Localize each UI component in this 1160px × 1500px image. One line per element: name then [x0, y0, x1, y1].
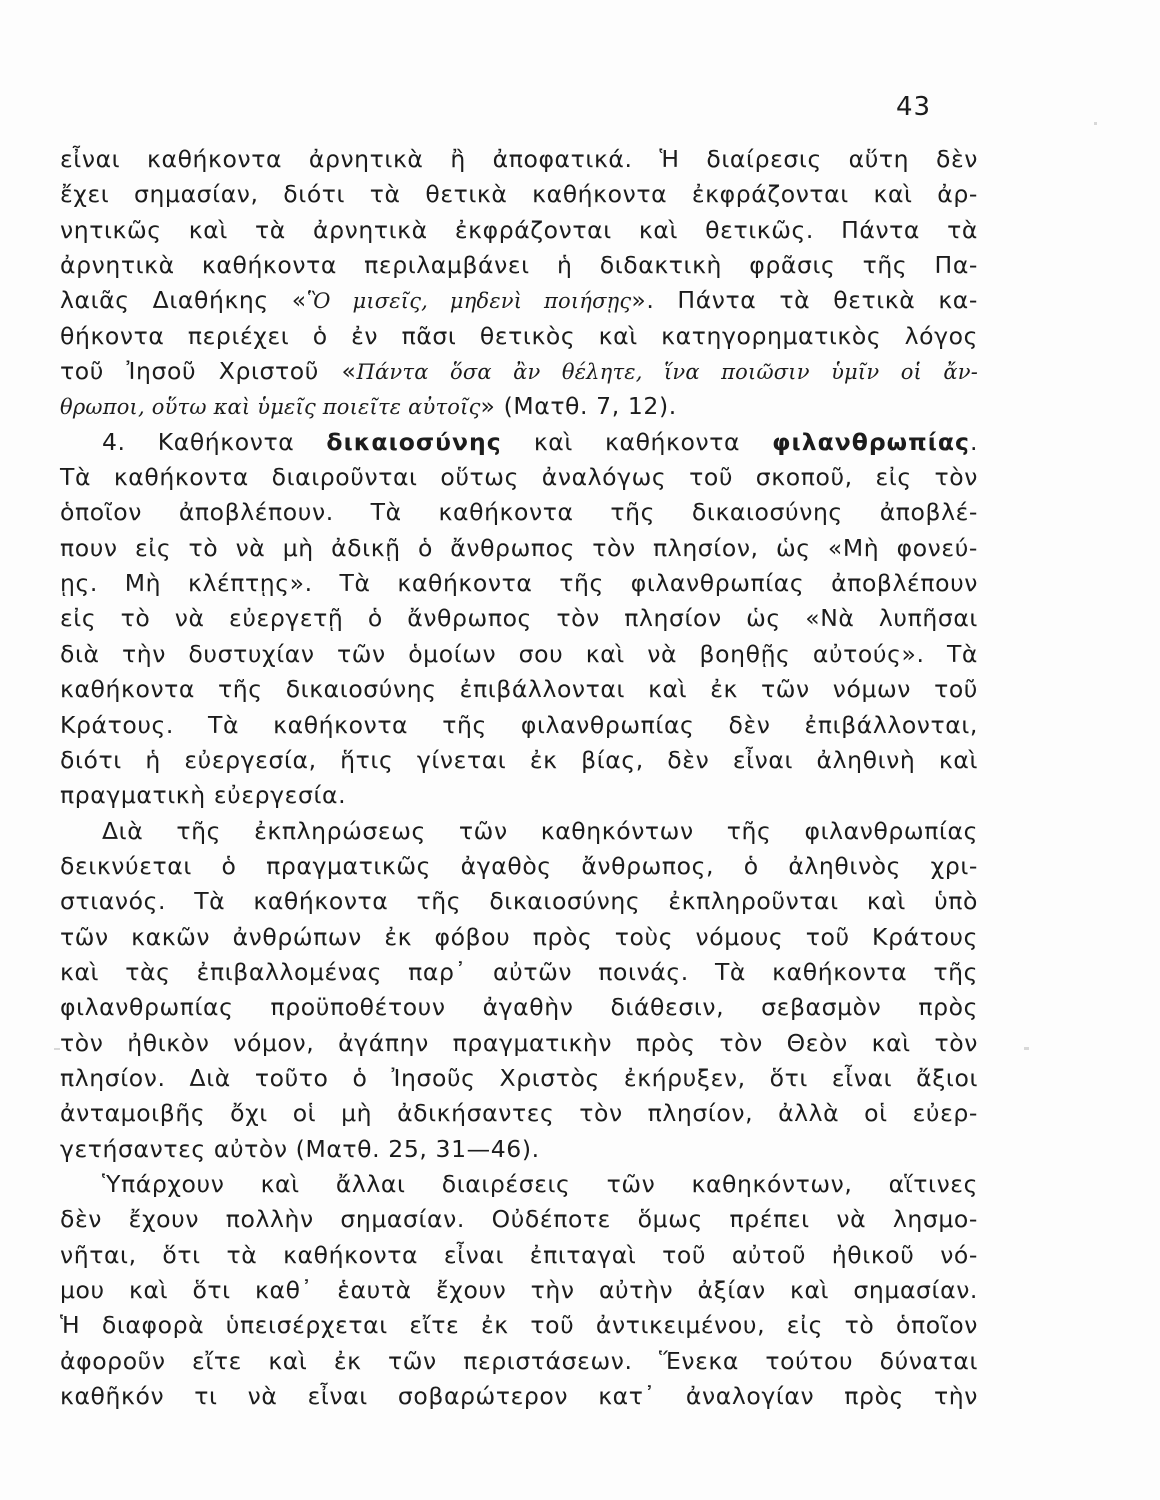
text-line — [60, 425, 978, 460]
text-segment: τοῦ Ἰησοῦ Χριστοῦ « — [60, 357, 357, 386]
text-line: πλησίον. Διὰ τοῦτο ὁ Ἰησοῦς Χριστὸς ἐκήρυξεν, ὅτι εἶναι ἄξιοι — [60, 1063, 978, 1092]
text-line: τὸν ἠθικὸν νόμον, ἀγάπην πραγματικὴν πρὸς τὸν Θεὸν καὶ τὸν — [60, 1028, 978, 1057]
text-line: εἶναι καθήκοντα ἀρνητικὰ ἢ ἀποφατικά. Ἡ διαίρεσις αὕτη δὲν — [60, 145, 978, 173]
text-segment: ». Πάντα τὰ θετικὰ κα- — [631, 286, 978, 315]
text-line: καὶ τὰς ἐπιβαλλομένας παρ᾽ αὐτῶν ποινάς. Τὰ καθήκοντα τῆς — [60, 957, 978, 986]
quotation: Ὃ μισεῖς, μηδενὶ ποιήσῃς — [306, 289, 632, 314]
text-line — [60, 283, 978, 318]
text-segment: » (Ματθ. 7, 12). — [480, 392, 677, 421]
text-line: μου καὶ ὅτι καθ᾽ ἑαυτὰ ἔχουν τὴν αὐτὴν ἀξίαν καὶ σημασίαν. — [60, 1276, 978, 1304]
text-line: καθῆκόν τι νὰ εἶναι σοβαρώτερον κατ᾽ ἀναλογίαν πρὸς τὴν — [60, 1382, 978, 1411]
text-line: διὰ τὴν δυστυχίαν τῶν ὁμοίων σου καὶ νὰ βοηθῇς αὐτούς». Τὰ — [60, 639, 978, 668]
text-line: Ἡ διαφορὰ ὑπεισέρχεται εἴτε ἐκ τοῦ ἀντικειμένου, εἰς τὸ ὁποῖον — [60, 1311, 978, 1340]
quotation: Πάντα ὅσα ἂν θέλητε, ἵνα ποιῶσιν ὑμῖν οἱ ἄν- — [356, 360, 978, 385]
text-line: τῶν κακῶν ἀνθρώπων ἐκ φόβου πρὸς τοὺς νόμους τοῦ Κράτους — [60, 922, 978, 951]
text-line — [60, 389, 978, 424]
text-line: εἰς τὸ νὰ εὐεργετῇ ὁ ἄνθρωπος τὸν πλησίον ὡς «Νὰ λυπῆσαι — [60, 604, 978, 633]
text-line: δεικνύεται ὁ πραγματικῶς ἀγαθὸς ἄνθρωπος, ὁ ἀληθινὸς χρι- — [60, 851, 978, 880]
text-line: νητικῶς καὶ τὰ ἀρνητικὰ ἐκφράζονται καὶ θετικῶς. Πάντα τὰ — [60, 215, 978, 244]
text-line: ἀρνητικὰ καθήκοντα περιλαμβάνει ἡ διδακτικὴ φρᾶσις τῆς Πα- — [60, 251, 978, 280]
scan-speck — [1094, 122, 1097, 125]
text-line: ὁποῖον ἀποβλέπουν. Τὰ καθήκοντα τῆς δικαιοσύνης ἀποβλέ- — [60, 498, 978, 527]
text-line: Κράτους. Τὰ καθήκοντα τῆς φιλανθρωπίας δὲν ἐπιβάλλονται, — [60, 710, 978, 739]
body-text — [60, 142, 978, 1414]
text-line: θήκοντα περιέχει ὁ ἐν πᾶσι θετικὸς καὶ κατηγορηματικὸς λόγος — [60, 321, 978, 350]
text-line: πραγματικὴ εὐεργεσία. — [60, 781, 347, 810]
text-segment: λαιᾶς Διαθήκης « — [60, 286, 307, 315]
emphasis-term: φιλανθρωπίας — [772, 427, 970, 456]
emphasis-term: δικαιοσύνης — [326, 427, 502, 456]
text-line: φιλανθρωπίας προϋποθέτουν ἀγαθὴν διάθεσιν, σεβασμὸν πρὸς — [60, 993, 978, 1022]
text-line: Τὰ καθήκοντα διαιροῦνται οὕτως ἀναλόγως τοῦ σκοποῦ, εἰς τὸν — [60, 463, 978, 492]
text-line: δὲν ἔχουν πολλὴν σημασίαν. Οὐδέποτε ὅμως πρέπει νὰ λησμο- — [60, 1205, 978, 1234]
text-line: Διὰ τῆς ἐκπληρώσεως τῶν καθηκόντων τῆς φιλανθρωπίας — [102, 816, 978, 845]
text-line: ἀνταμοιβῆς ὄχι οἱ μὴ ἀδικήσαντες τὸν πλησίον, ἀλλὰ οἱ εὐερ- — [60, 1099, 978, 1128]
text-line: ῃς. Μὴ κλέπτῃς». Τὰ καθήκοντα τῆς φιλανθρωπίας ἀποβλέπουν — [60, 569, 978, 598]
text-line: νῆται, ὅτι τὰ καθήκοντα εἶναι ἐπιταγαὶ τοῦ αὐτοῦ ἠθικοῦ νό- — [60, 1240, 978, 1269]
text-line: Ὑπάρχουν καὶ ἄλλαι διαιρέσεις τῶν καθηκόντων, αἵτινες — [102, 1169, 978, 1198]
quotation: θρωποι, οὕτω καὶ ὑμεῖς ποιεῖτε αὐτοῖς — [60, 395, 481, 420]
text-line: στιανός. Τὰ καθήκοντα τῆς δικαιοσύνης ἐκπληροῦνται καὶ ὑπὸ — [60, 887, 978, 916]
text-line: καθήκοντα τῆς δικαιοσύνης ἐπιβάλλονται καὶ ἐκ τῶν νόμων τοῦ — [60, 675, 978, 704]
scan-speck — [1024, 1047, 1029, 1050]
text-segment: καὶ καθήκοντα — [501, 427, 773, 456]
scan-speck — [54, 1048, 60, 1050]
page-number: 43 — [896, 92, 932, 122]
text-segment: . — [969, 427, 979, 456]
text-line — [60, 354, 978, 389]
text-line: πουν εἰς τὸ νὰ μὴ ἀδικῇ ὁ ἄνθρωπος τὸν πλησίον, ὡς «Μὴ φονεύ- — [60, 533, 978, 562]
text-segment: 4. Καθήκοντα — [102, 427, 327, 456]
text-line: διότι ἡ εὐεργεσία, ἥτις γίνεται ἐκ βίας, δὲν εἶναι ἀληθινὴ καὶ — [60, 745, 978, 774]
text-line: ἔχει σημασίαν, διότι τὰ θετικὰ καθήκοντα ἐκφράζονται καὶ ἀρ- — [60, 180, 978, 209]
text-line: γετήσαντες αὐτὸν (Ματθ. 25, 31—46). — [60, 1134, 540, 1163]
text-line: ἀφοροῦν εἴτε καὶ ἐκ τῶν περιστάσεων. Ἕνεκα τούτου δύναται — [60, 1346, 978, 1375]
